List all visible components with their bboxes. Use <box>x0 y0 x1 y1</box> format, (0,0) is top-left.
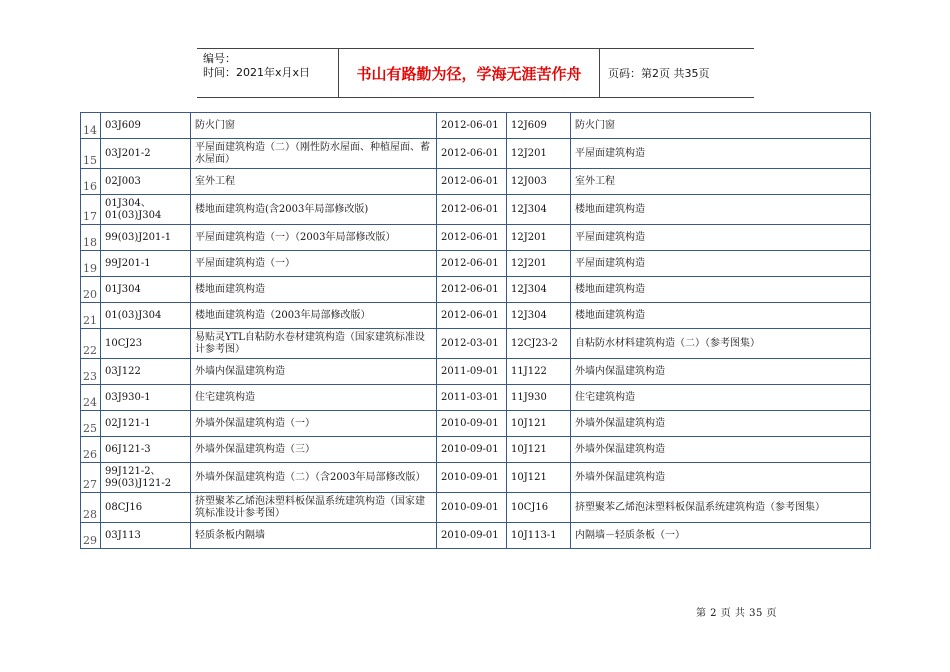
new-code-cell: 10J121 <box>507 411 571 437</box>
new-code-cell: 12J201 <box>507 225 571 251</box>
row-number-cell: 21 <box>81 303 101 329</box>
effective-date-cell: 2012-06-01 <box>437 113 507 139</box>
row-number-cell: 29 <box>81 523 101 549</box>
old-code-cell: 08CJ16 <box>101 493 191 523</box>
effective-date-cell: 2012-06-01 <box>437 139 507 169</box>
effective-date-cell: 2012-06-01 <box>437 303 507 329</box>
table-row <box>81 385 871 411</box>
number-label: 编号： <box>203 52 236 65</box>
old-name-cell: 外墙外保温建筑构造（三） <box>191 437 437 463</box>
old-name-cell: 楼地面建筑构造（2003年局部修改版） <box>191 303 437 329</box>
new-code-cell: 12J304 <box>507 195 571 225</box>
table-row <box>81 139 871 169</box>
new-code-cell: 12J609 <box>507 113 571 139</box>
new-code-cell: 11J930 <box>507 385 571 411</box>
row-number-cell: 17 <box>81 195 101 225</box>
effective-date-cell: 2011-09-01 <box>437 359 507 385</box>
old-name-cell: 住宅建筑构造 <box>191 385 437 411</box>
header-info-cell <box>197 49 339 97</box>
table-row <box>81 113 871 139</box>
new-code-cell: 10J121 <box>507 437 571 463</box>
new-name-cell: 内隔墙－轻质条板（一） <box>571 523 871 549</box>
header-page-label: 页码：第2页 共35页 <box>608 67 710 80</box>
old-code-cell: 06J121-3 <box>101 437 191 463</box>
old-name-cell: 易贴灵YTL自粘防水卷材建筑构造（国家建筑标准设计参考图） <box>191 329 437 359</box>
row-number-cell: 28 <box>81 493 101 523</box>
old-code-cell: 99J201-1 <box>101 251 191 277</box>
old-code-cell: 01J304 <box>101 277 191 303</box>
new-code-cell: 10CJ16 <box>507 493 571 523</box>
old-code-cell: 02J121-1 <box>101 411 191 437</box>
old-name-cell: 防火门窗 <box>191 113 437 139</box>
header-motto: 书山有路勤为径，学海无涯苦作舟 <box>339 49 600 97</box>
old-name-cell: 平屋面建筑构造（二）（刚性防水屋面、种植屋面、蓄水屋面） <box>191 139 437 169</box>
effective-date-cell: 2011-03-01 <box>437 385 507 411</box>
new-name-cell: 防火门窗 <box>571 113 871 139</box>
effective-date-cell: 2010-09-01 <box>437 411 507 437</box>
new-name-cell: 平屋面建筑构造 <box>571 251 871 277</box>
old-code-cell: 02J003 <box>101 169 191 195</box>
table-row <box>81 225 871 251</box>
new-code-cell: 10J121 <box>507 463 571 493</box>
page-footer: 第 2 页 共 35 页 <box>696 608 777 619</box>
table-row <box>81 463 871 493</box>
old-name-cell: 楼地面建筑构造 <box>191 277 437 303</box>
effective-date-cell: 2012-06-01 <box>437 169 507 195</box>
row-number-cell: 19 <box>81 251 101 277</box>
new-name-cell: 楼地面建筑构造 <box>571 195 871 225</box>
row-number-cell: 16 <box>81 169 101 195</box>
table-row <box>81 329 871 359</box>
old-code-cell: 03J122 <box>101 359 191 385</box>
time-label: 时间：2021年x月x日 <box>203 66 311 79</box>
new-code-cell: 12J201 <box>507 251 571 277</box>
old-code-cell: 03J201-2 <box>101 139 191 169</box>
new-name-cell: 外墙外保温建筑构造 <box>571 437 871 463</box>
new-name-cell: 平屋面建筑构造 <box>571 225 871 251</box>
page-header <box>197 48 754 98</box>
old-name-cell: 外墙外保温建筑构造（二）（含2003年局部修改版） <box>191 463 437 493</box>
old-code-cell: 03J609 <box>101 113 191 139</box>
old-name-cell: 挤塑聚苯乙烯泡沫塑料板保温系统建筑构造（国家建筑标准设计参考图） <box>191 493 437 523</box>
new-name-cell: 室外工程 <box>571 169 871 195</box>
effective-date-cell: 2012-03-01 <box>437 329 507 359</box>
old-name-cell: 外墙外保温建筑构造（一） <box>191 411 437 437</box>
table-row <box>81 523 871 549</box>
old-name-cell: 外墙内保温建筑构造 <box>191 359 437 385</box>
row-number-cell: 27 <box>81 463 101 493</box>
effective-date-cell: 2010-09-01 <box>437 437 507 463</box>
new-name-cell: 楼地面建筑构造 <box>571 303 871 329</box>
old-code-cell: 01J304、01(03)J304 <box>101 195 191 225</box>
new-name-cell: 平屋面建筑构造 <box>571 139 871 169</box>
effective-date-cell: 2012-06-01 <box>437 251 507 277</box>
new-code-cell: 12CJ23-2 <box>507 329 571 359</box>
old-code-cell: 03J113 <box>101 523 191 549</box>
old-name-cell: 平屋面建筑构造（一）（2003年局部修改版） <box>191 225 437 251</box>
row-number-cell: 22 <box>81 329 101 359</box>
table-row <box>81 195 871 225</box>
effective-date-cell: 2012-06-01 <box>437 225 507 251</box>
new-name-cell: 自粘防水材料建筑构造（二）（参考图集） <box>571 329 871 359</box>
effective-date-cell: 2010-09-01 <box>437 463 507 493</box>
table-row <box>81 493 871 523</box>
new-name-cell: 挤塑聚苯乙烯泡沫塑料板保温系统建筑构造（参考图集） <box>571 493 871 523</box>
table-row <box>81 251 871 277</box>
old-code-cell: 10CJ23 <box>101 329 191 359</box>
new-name-cell: 外墙外保温建筑构造 <box>571 411 871 437</box>
old-code-cell: 01(03)J304 <box>101 303 191 329</box>
table-row <box>81 437 871 463</box>
new-name-cell: 住宅建筑构造 <box>571 385 871 411</box>
effective-date-cell: 2010-09-01 <box>437 523 507 549</box>
new-code-cell: 12J201 <box>507 139 571 169</box>
row-number-cell: 20 <box>81 277 101 303</box>
old-name-cell: 楼地面建筑构造(含2003年局部修改版) <box>191 195 437 225</box>
table-row <box>81 277 871 303</box>
new-code-cell: 12J003 <box>507 169 571 195</box>
effective-date-cell: 2010-09-01 <box>437 493 507 523</box>
effective-date-cell: 2012-06-01 <box>437 195 507 225</box>
old-name-cell: 室外工程 <box>191 169 437 195</box>
new-name-cell: 外墙外保温建筑构造 <box>571 463 871 493</box>
row-number-cell: 15 <box>81 139 101 169</box>
new-code-cell: 11J122 <box>507 359 571 385</box>
table-row <box>81 411 871 437</box>
row-number-cell: 18 <box>81 225 101 251</box>
new-name-cell: 外墙内保温建筑构造 <box>571 359 871 385</box>
row-number-cell: 23 <box>81 359 101 385</box>
new-code-cell: 10J113-1 <box>507 523 571 549</box>
row-number-cell: 14 <box>81 113 101 139</box>
table-body <box>81 113 871 549</box>
table-row <box>81 169 871 195</box>
table-row <box>81 303 871 329</box>
new-code-cell: 12J304 <box>507 277 571 303</box>
table-row <box>81 359 871 385</box>
row-number-cell: 25 <box>81 411 101 437</box>
row-number-cell: 26 <box>81 437 101 463</box>
new-name-cell: 楼地面建筑构造 <box>571 277 871 303</box>
effective-date-cell: 2012-06-01 <box>437 277 507 303</box>
old-name-cell: 平屋面建筑构造（一） <box>191 251 437 277</box>
old-name-cell: 轻质条板内隔墙 <box>191 523 437 549</box>
old-code-cell: 03J930-1 <box>101 385 191 411</box>
old-code-cell: 99J121-2、99(03)J121-2 <box>101 463 191 493</box>
new-code-cell: 12J304 <box>507 303 571 329</box>
row-number-cell: 24 <box>81 385 101 411</box>
standards-table <box>80 112 871 549</box>
old-code-cell: 99(03)J201-1 <box>101 225 191 251</box>
